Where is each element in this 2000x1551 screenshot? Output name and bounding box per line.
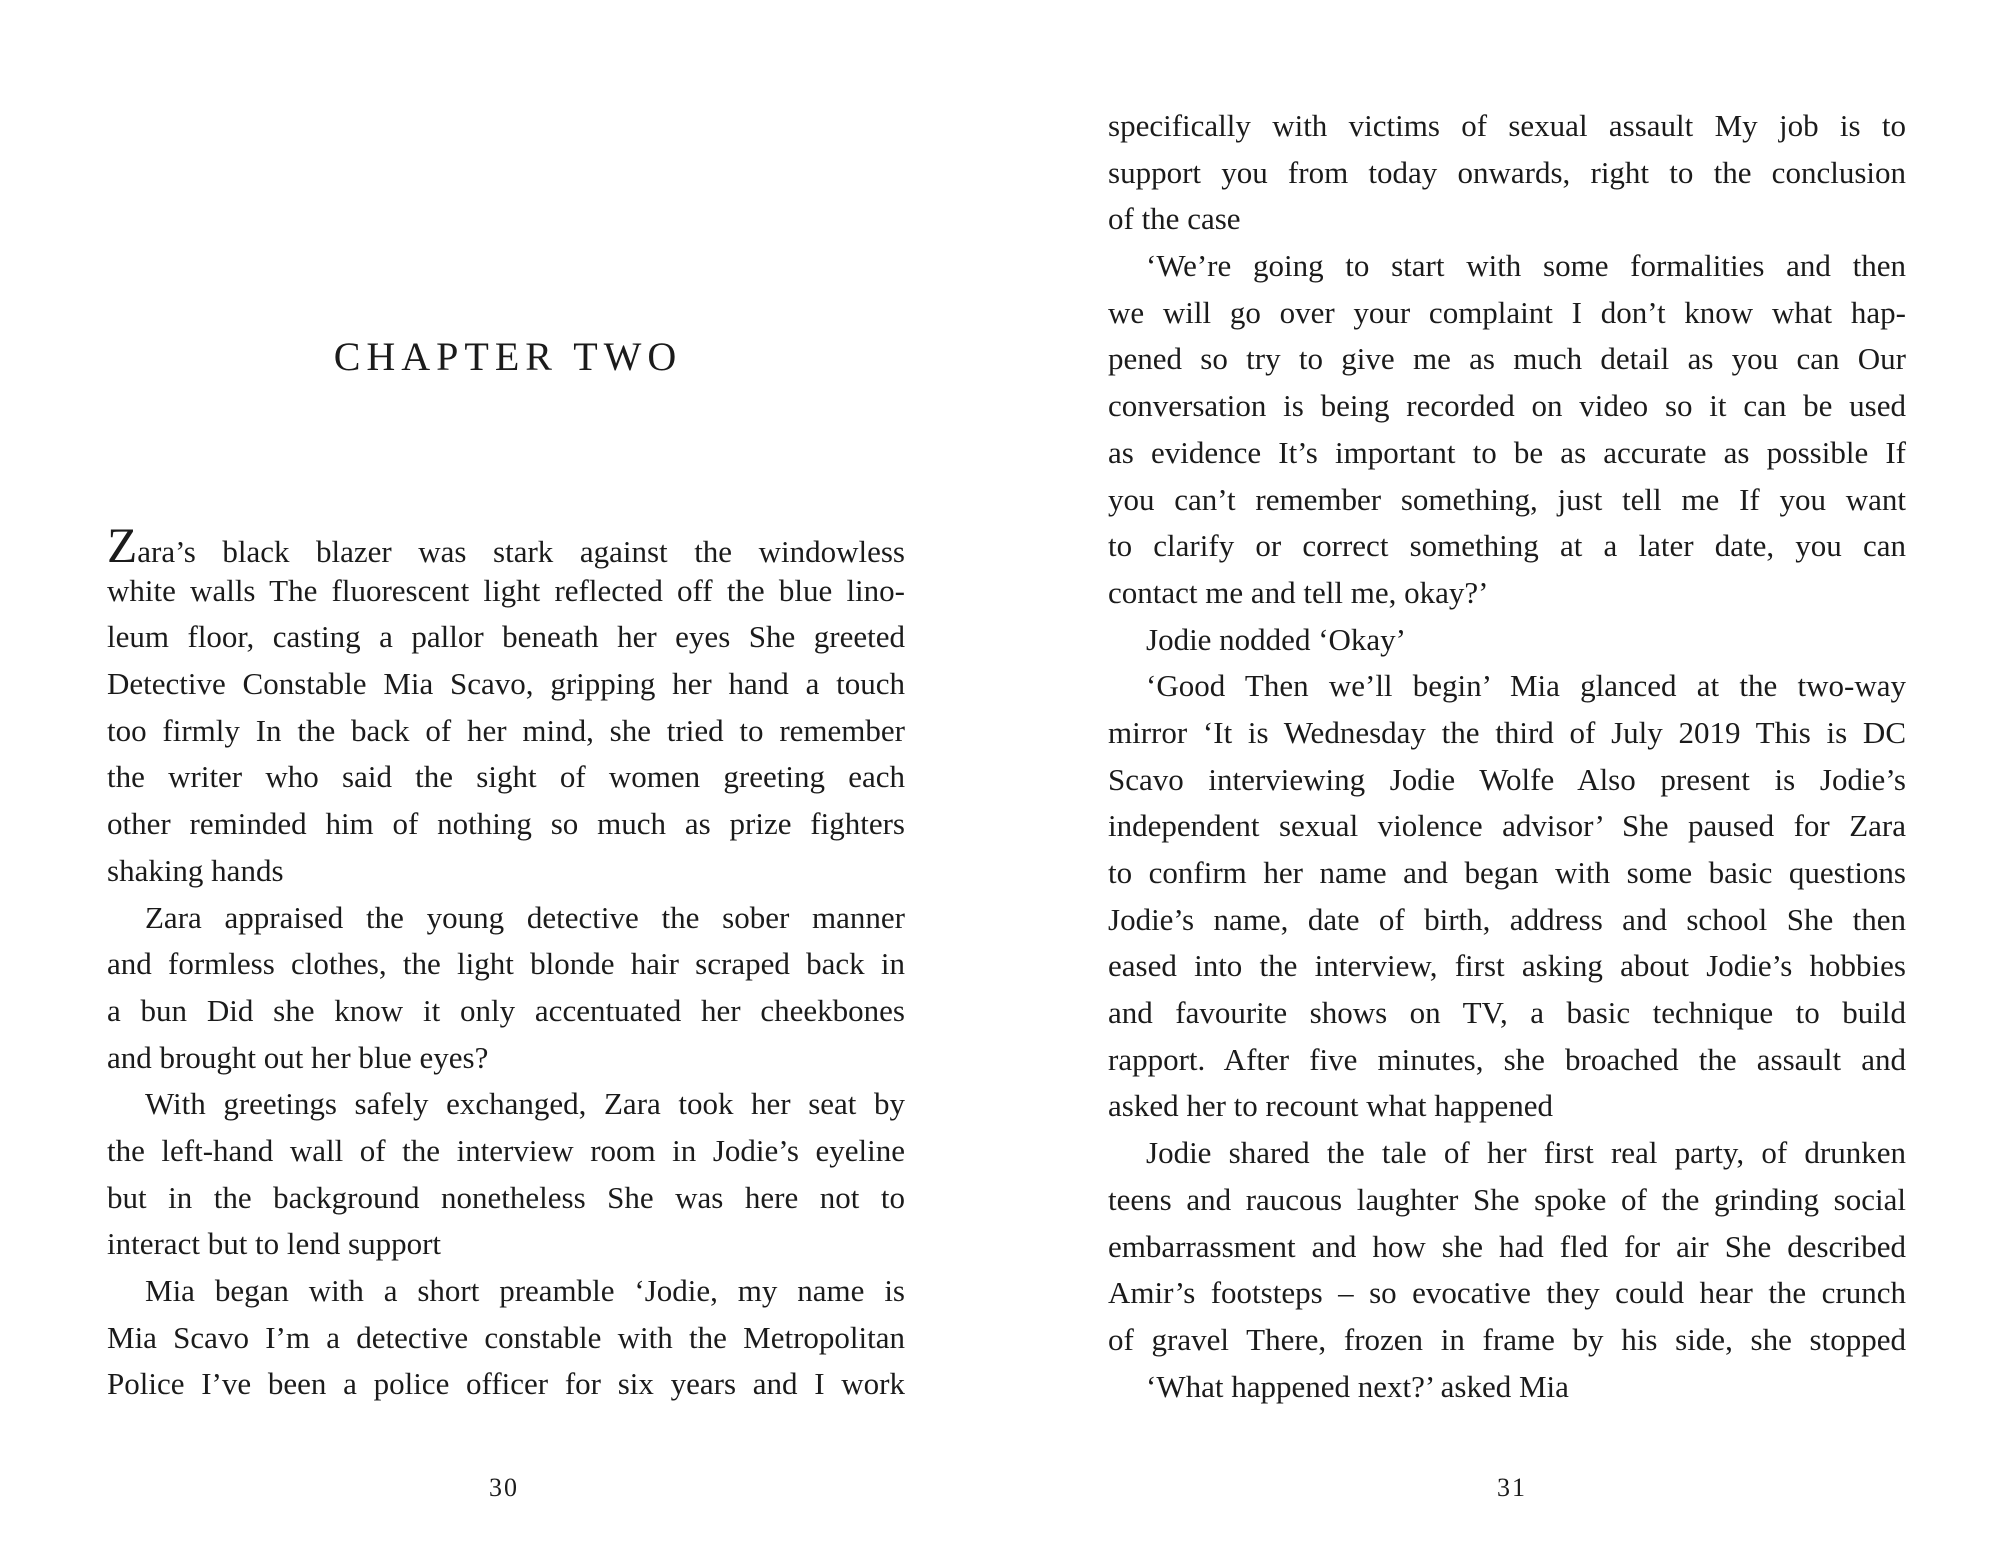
text-line: Scavo interviewing Jodie Wolfe Also present is Jodie’s [1108, 761, 1906, 797]
text-line: teens and raucous laughter She spoke of the grinding social [1108, 1181, 1906, 1217]
text-line: Jodie’s name, date of birth, address and school She then [1108, 901, 1906, 937]
text-line: shaking hands [107, 852, 284, 888]
text-line: specifically with victims of sexual assault My job is to [1108, 108, 1906, 143]
right-page-body [1108, 103, 1906, 1410]
text-line: to clarify or correct something at a later date, you can [1108, 528, 1906, 564]
text-line: ‘We’re going to start with some formalities and then [1146, 248, 1906, 284]
text-line: a bun Did she know it only accentuated her cheekbones [107, 992, 905, 1028]
left-page-body [107, 518, 905, 1408]
text-line: Amir’s footsteps – so evocative they could hear the crunch [1108, 1275, 1906, 1311]
text-line: white walls The fluorescent light reflected off the blue lino- [107, 572, 905, 608]
text-line: Jodie shared the tale of her first real party, of drunken [1146, 1135, 1906, 1171]
text-line: embarrassment and how she had fled for air She described [1108, 1228, 1906, 1264]
text-line: ‘Good Then we’ll begin’ Mia glanced at the two-way [1146, 668, 1906, 704]
text-line: Zara’s black blazer was stark against the windowless [107, 518, 905, 573]
page-number: 30 [489, 1473, 519, 1502]
text-line: Mia began with a short preamble ‘Jodie, my name is [145, 1273, 905, 1308]
text-line: mirror ‘It is Wednesday the third of July 2019 This is DC [1108, 714, 1906, 750]
text-line: as evidence It’s important to be as accurate as possible If [1108, 434, 1906, 470]
text-line: independent sexual violence advisor’ She paused for Zara [1108, 808, 1906, 844]
text-line: but in the background nonetheless She was here not to [107, 1179, 905, 1215]
text-line: Jodie nodded ‘Okay’ [1146, 621, 1406, 657]
text-line: too firmly In the back of her mind, she tried to remember [107, 712, 905, 748]
text-line: and brought out her blue eyes? [107, 1039, 489, 1075]
text-line: Detective Constable Mia Scavo, gripping her hand a touch [107, 666, 905, 702]
text-line: the left-hand wall of the interview room in Jodie’s eyeline [107, 1132, 905, 1168]
text-line: Mia Scavo I’m a detective constable with the Metropolitan [107, 1319, 905, 1355]
text-line: to confirm her name and began with some basic questions [1108, 855, 1906, 890]
text-line: of the case [1108, 201, 1241, 237]
text-line: you can’t remember something, just tell me If you want [1108, 481, 1906, 517]
page-number: 31 [1497, 1473, 1527, 1502]
right-page [1000, 0, 2000, 1551]
text-line: we will go over your complaint I don’t know what hap- [1108, 294, 1906, 330]
text-line: eased into the interview, first asking about Jodie’s hobbies [1108, 948, 1906, 984]
text-line: pened so try to give me as much detail as you can Our [1108, 341, 1906, 377]
text-line: Police I’ve been a police officer for six years and I work [107, 1366, 905, 1402]
text-line: asked her to recount what happened [1108, 1088, 1554, 1124]
text-line: support you from today onwards, right to the conclusion [1108, 154, 1906, 190]
text-line: leum floor, casting a pallor beneath her eyes She greeted [107, 619, 905, 655]
text-line: other reminded him of nothing so much as prize fighters [107, 806, 905, 842]
text-line: rapport. After five minutes, she broached the assault and [1108, 1041, 1906, 1077]
text-line: conversation is being recorded on video so it can be used [1108, 388, 1906, 424]
text-line: of gravel There, frozen in frame by his side, she stopped [1108, 1321, 1906, 1357]
text-line: the writer who said the sight of women greeting each [107, 759, 905, 795]
text-line: and formless clothes, the light blonde hair scraped back in [107, 946, 905, 982]
text-line: and favourite shows on TV, a basic technique to build [1108, 995, 1906, 1031]
text-line: interact but to lend support [107, 1226, 442, 1262]
text-line: contact me and tell me, okay?’ [1108, 574, 1489, 610]
chapter-title: CHAPTER TWO [333, 334, 683, 379]
text-line: With greetings safely exchanged, Zara took her seat by [145, 1086, 905, 1122]
text-line: Zara appraised the young detective the sober manner [145, 899, 905, 935]
text-line: ‘What happened next?’ asked Mia [1146, 1368, 1569, 1404]
